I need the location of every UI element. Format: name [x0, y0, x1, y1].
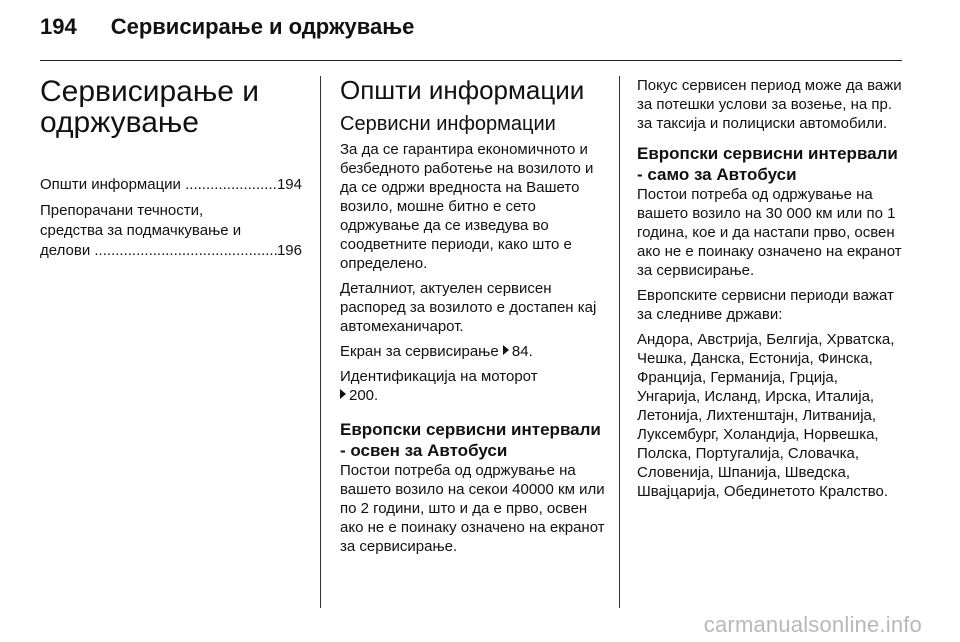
column-divider-2 [619, 76, 620, 608]
toc-entry-label: делови [40, 242, 91, 259]
page-reference-arrow-icon [340, 389, 346, 399]
ref-text: Екран за сервисирање [340, 343, 503, 360]
heading-eu-intervals-buses: Европски сервисни интервали - само за Автобуси [637, 144, 898, 184]
toc-leader [181, 175, 277, 195]
paragraph: Деталниот, актуелен сервисен распоред за возилото е достапен кај автомеханичарот. [340, 280, 597, 335]
paragraph: За да се гарантира економичното и безбедното работење на возилото и да се одржи вредноста на Вашето возило, мошне битно е сето одржување да се изведува во соодветните периоди, како што е определено. [340, 141, 594, 272]
running-title: Сервисирање и одржување [110, 14, 415, 39]
watermark: carmanualsonline.info [703, 612, 922, 637]
ref-text: Идентификација на моторот [340, 368, 538, 385]
paragraph: Покус сервисен период може да важи за потешки услови за возење, на пр. за таксија и полициски автомобили. [637, 77, 902, 132]
toc-page: 196 [276, 242, 302, 259]
toc-page: 194 [276, 176, 302, 193]
heading-eu-intervals: Европски сервисни интервали - освен за Автобуси [340, 420, 601, 460]
page-reference[interactable]: 200. [349, 387, 379, 404]
column-1 [40, 76, 302, 267]
toc-entry-line: Препорачани течности, [40, 202, 204, 219]
paragraph-with-ref [340, 367, 608, 405]
header-rule [40, 60, 902, 61]
toc-entry-fluids[interactable] [40, 201, 302, 261]
paragraph-with-ref [340, 342, 608, 361]
page-reference-arrow-icon [503, 345, 509, 355]
column-divider-1 [320, 76, 321, 608]
paragraph: Европските сервисни периоди важат за следниве држави: [637, 287, 894, 323]
chapter-title-line-2: одржување [40, 106, 199, 139]
column-3 [637, 76, 905, 507]
toc-leader [90, 241, 277, 261]
toc-entry-line: средства за подмачкување и [40, 222, 242, 239]
toc-entry-label: Општи информации [40, 176, 181, 193]
page-reference[interactable]: 84. [511, 343, 533, 360]
column-2 [340, 76, 608, 562]
chapter-title-line-1: Сервисирање и [40, 75, 260, 108]
chapter-title [40, 76, 302, 138]
paragraph: Постои потреба од одржување на вашето возило на секои 40000 км или по 2 години, што и да е прво, освен ако не е поинаку означено на екранот за сервисирање. [340, 462, 605, 555]
paragraph: Постои потреба од одржување на вашето возило на 30 000 км или по 1 година, кое и да настапи прво, освен ако не е поинаку означено на екранот за сервисирање. [637, 186, 902, 279]
page-number: 194 [40, 14, 77, 39]
country-list: Андора, Австрија, Белгија, Хрватска, Чешка, Данска, Естонија, Финска, Франција, Германија, Грција, Унгарија, Исланд, Ирска, Италија, Летонија, Лихтенштајн, Литванија, Луксембург, Холандија, Норвешка, Полска, Португалија, Словачка, Словенија, Шпанија, Шведска, Швајцарија, Обединетото Кралство. [637, 331, 895, 500]
subsection-title: Сервисни информации [340, 113, 556, 135]
page-header [40, 14, 414, 44]
toc-entry-general-info[interactable] [40, 175, 302, 195]
section-title: Општи информации [340, 75, 585, 105]
